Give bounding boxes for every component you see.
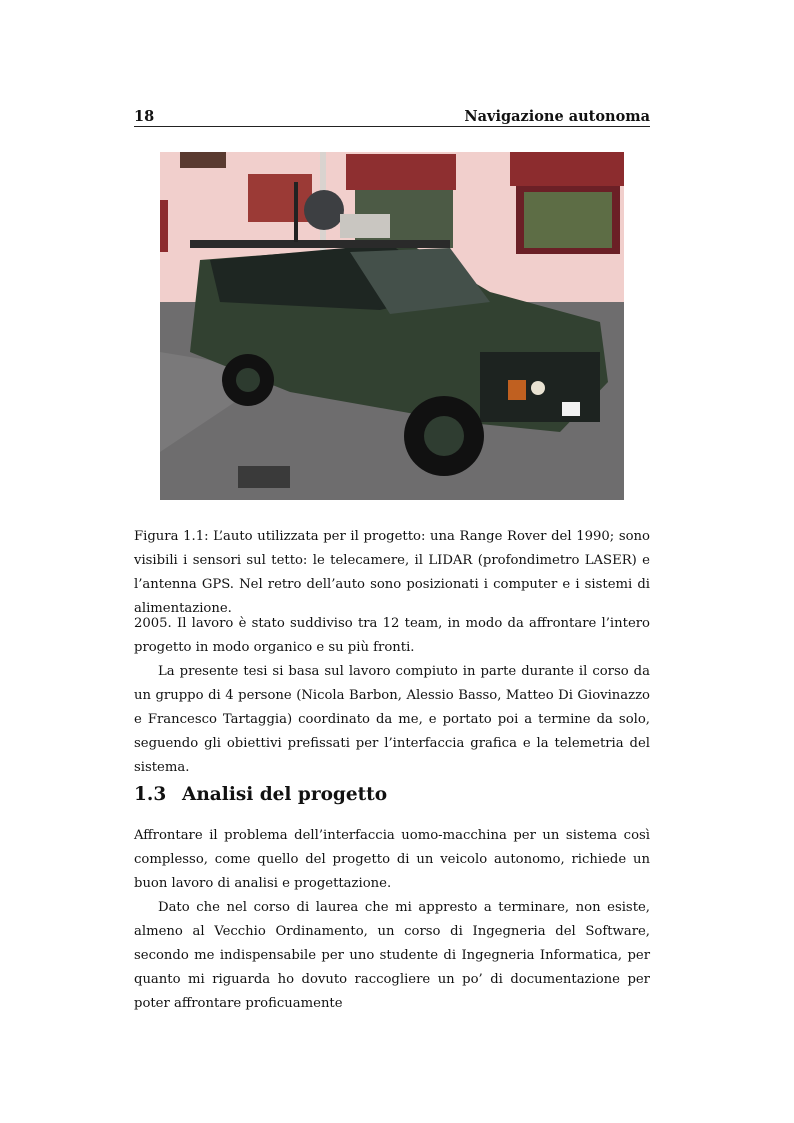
figure-photo (160, 152, 624, 500)
section-heading (134, 784, 387, 805)
section-title: Analisi del progetto (182, 784, 388, 805)
figure-caption: Figura 1.1: L’auto utilizzata per il progetto: una Range Rover del 1990; sono visibili i sensori sul tetto: le telecamere, il LIDAR (profondimetro LASER) e l’antenna GPS. Nel retro dell’auto sono posizionati i computer e i sistemi di alimentazione. (134, 529, 650, 616)
page-number: 18 (134, 108, 155, 125)
running-header (134, 108, 650, 127)
paragraph-2: La presente tesi si basa sul lavoro compiuto in parte durante il corso da un gruppo di 4 persone (Nicola Barbon, Alessio Basso, Matteo Di Giovinazzo e Francesco Tartaggia) coordinato da me, e portato poi a termine da solo, seguendo gli obiettivi prefissati per l’interfaccia grafica e la telemetria del sistema. (134, 664, 650, 775)
section-number: 1.3 (134, 784, 167, 805)
running-title: Navigazione autonoma (464, 108, 650, 125)
paragraph-4: Dato che nel corso di laurea che mi appresto a terminare, non esiste, almeno al Vecchio Ordinamento, un corso di Ingegneria del Software, secondo me indispensabile per uno studente di Ingegneria Informatica, per quanto mi riguarda ho dovuto raccogliere un po’ di documentazione per poter affrontare proficuamente (134, 900, 650, 1011)
paragraph-3: Affrontare il problema dell’interfaccia uomo-macchina per un sistema così complesso, come quello del progetto di un veicolo autonomo, richiede un buon lavoro di analisi e progettazione. (134, 828, 650, 891)
range-rover-photo (160, 152, 624, 500)
paragraph-1: 2005. Il lavoro è stato suddiviso tra 12 team, in modo da affrontare l’intero progetto in modo organico e su più fronti. (134, 616, 650, 655)
